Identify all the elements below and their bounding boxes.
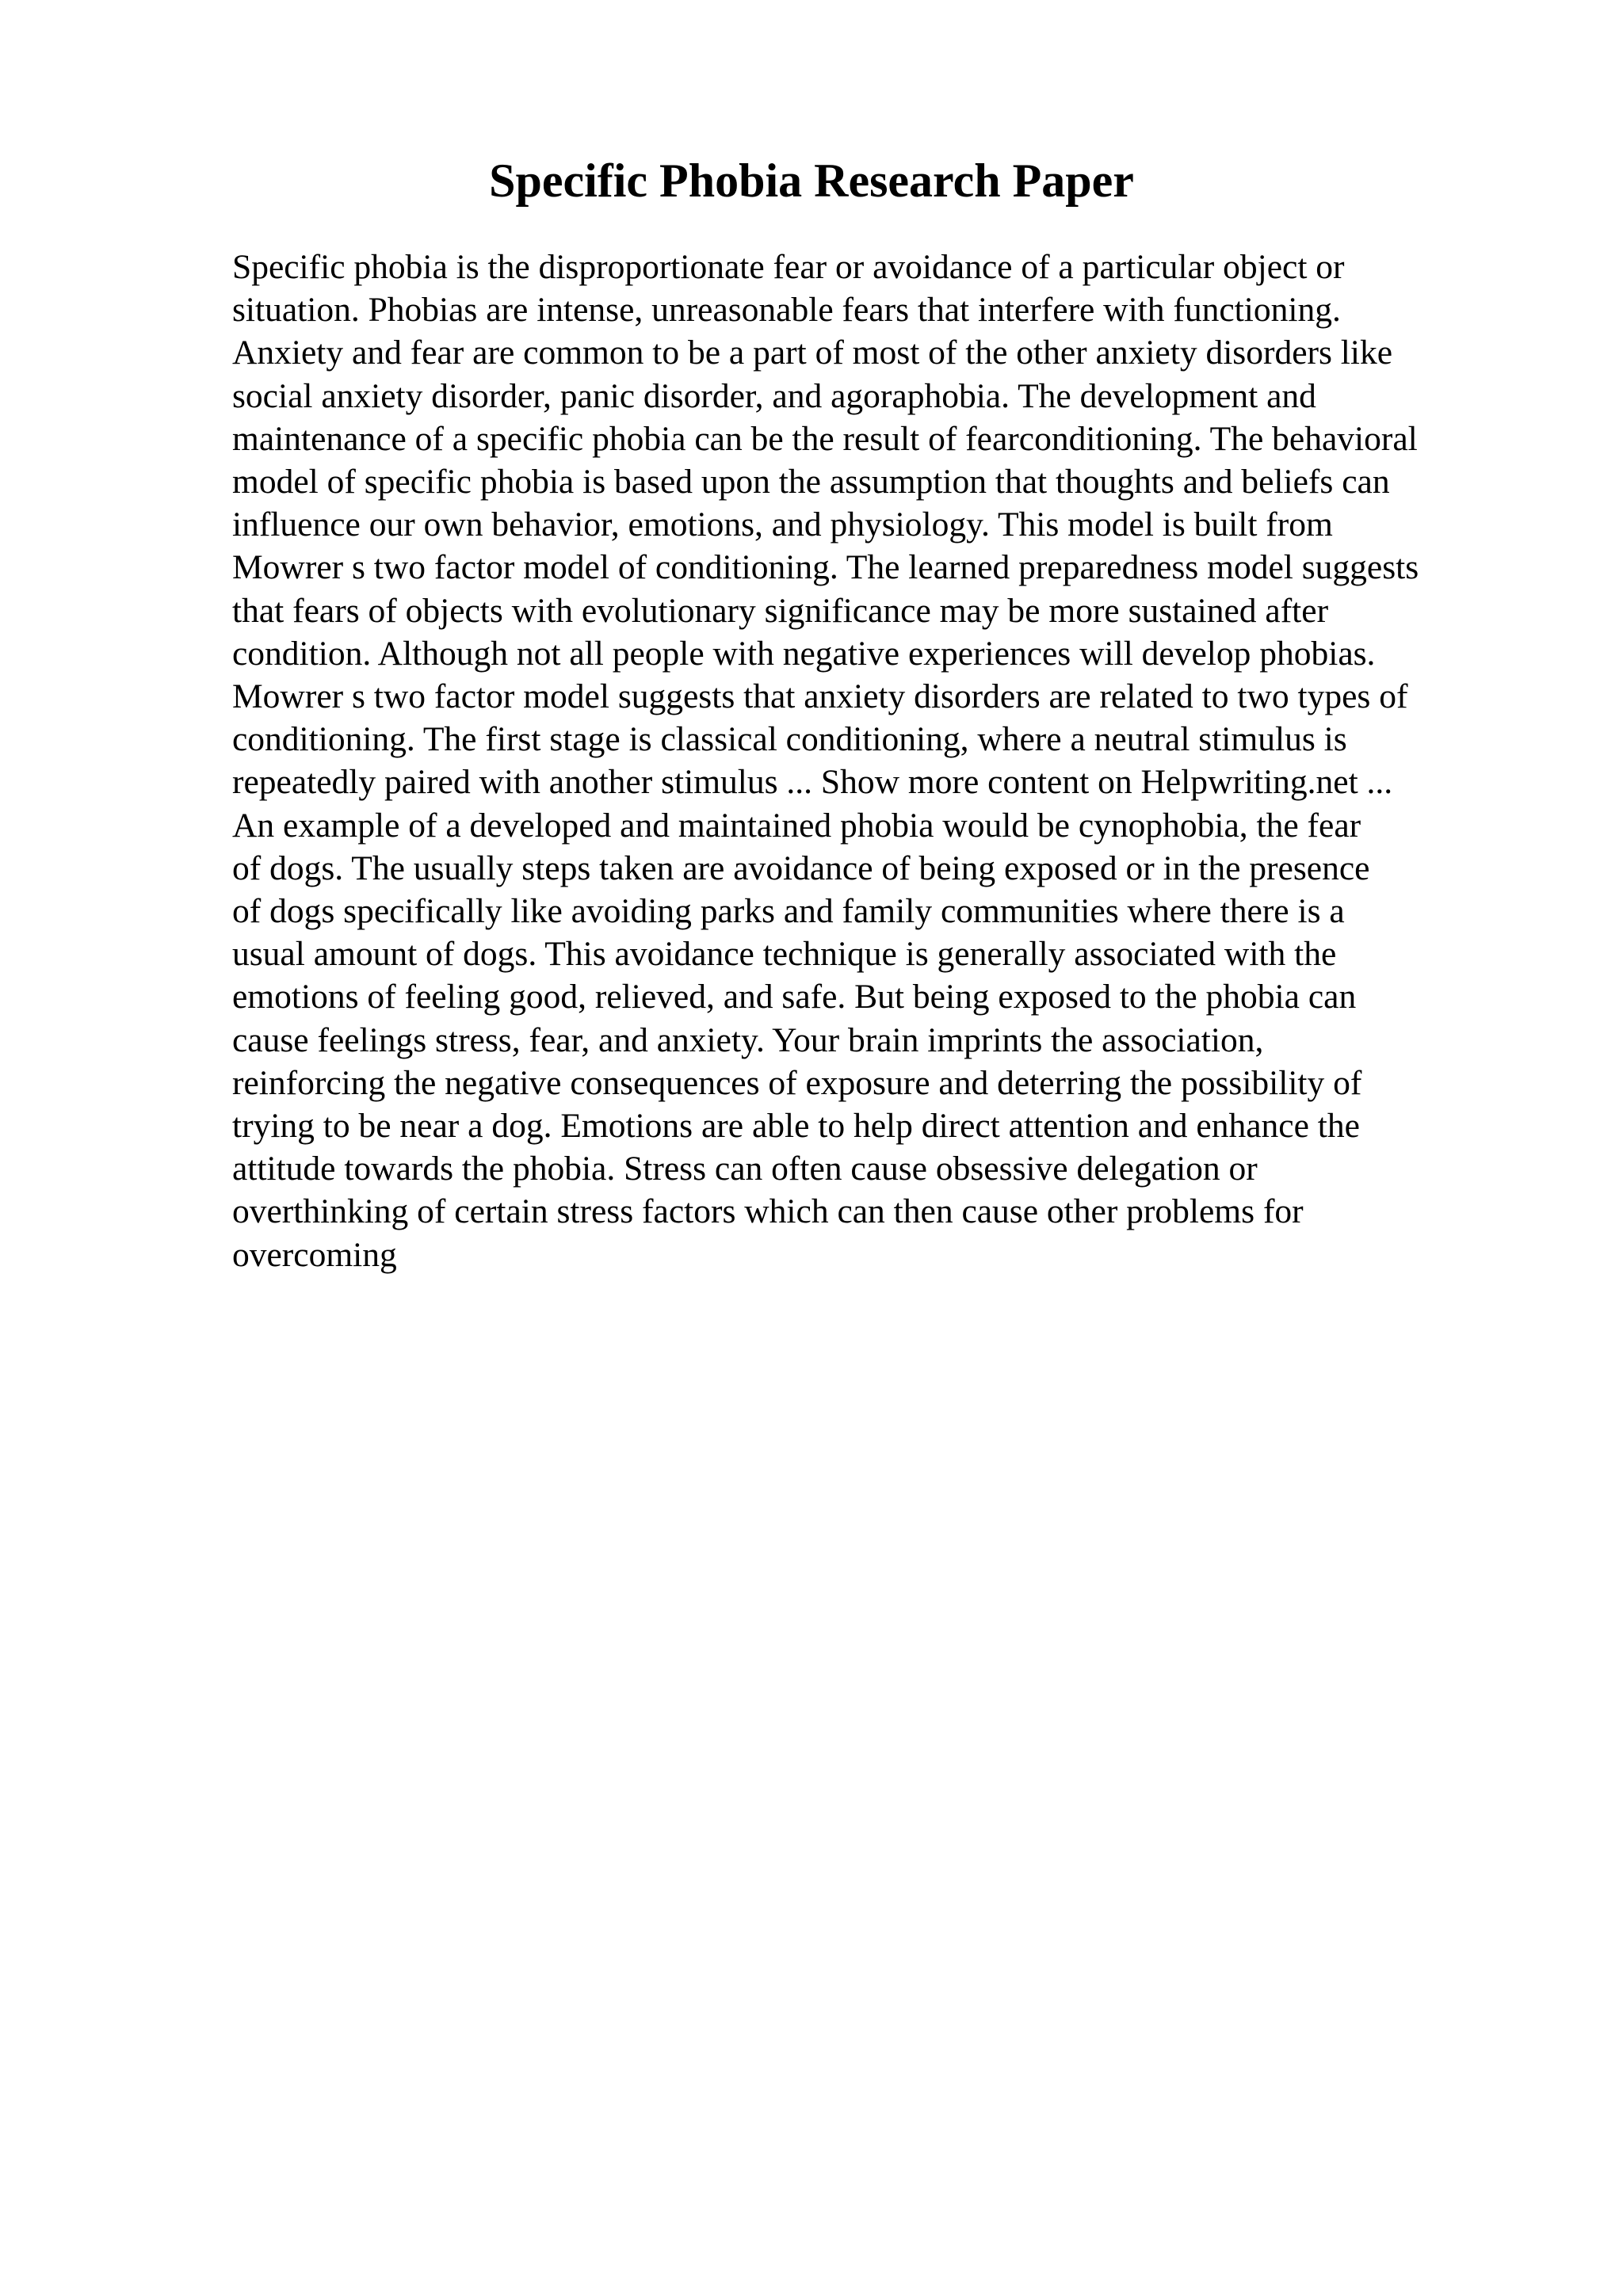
body-line: Anxiety and fear are common to be a part of most of the other anxiety disorders like (232, 334, 1393, 372)
body-line: maintenance of a specific phobia can be the result of fearconditioning. The behavioral (232, 419, 1418, 458)
body-line: influence our own behavior, emotions, and physiology. This model is built from (232, 505, 1333, 544)
body-line: Mowrer s two factor model of conditioning. The learned preparedness model suggests (232, 548, 1419, 587)
body-line: condition. Although not all people with negative experiences will develop phobias. (232, 634, 1376, 673)
body-line: Specific phobia is the disproportionate fear or avoidance of a particular object or (232, 248, 1345, 286)
body-line: reinforcing the negative consequences of exposure and deterring the possibility of (232, 1063, 1362, 1102)
body-line: attitude towards the phobia. Stress can often cause obsessive delegation or (232, 1150, 1258, 1188)
document-body (232, 246, 1532, 1276)
body-line: overthinking of certain stress factors which can then cause other problems for (232, 1192, 1304, 1231)
body-line: model of specific phobia is based upon the assumption that thoughts and beliefs can (232, 463, 1390, 502)
body-line: repeatedly paired with another stimulus ... Show more content on Helpwriting.net ... (232, 763, 1393, 802)
body-line: cause feelings stress, fear, and anxiety. Your brain imprints the association, (232, 1020, 1264, 1059)
body-line: social anxiety disorder, panic disorder, and agoraphobia. The development and (232, 376, 1316, 415)
body-line: situation. Phobias are intense, unreasonable fears that interfere with functioning. (232, 291, 1341, 330)
body-line: conditioning. The first stage is classical conditioning, where a neutral stimulus is (232, 720, 1347, 759)
body-line: trying to be near a dog. Emotions are able to help direct attention and enhance the (232, 1107, 1360, 1146)
document-title: Specific Phobia Research Paper (489, 154, 1134, 207)
body-line: Mowrer s two factor model suggests that anxiety disorders are related to two types of (232, 677, 1408, 716)
body-line: overcoming (232, 1235, 397, 1274)
body-line: usual amount of dogs. This avoidance technique is generally associated with the (232, 935, 1337, 974)
body-line: of dogs. The usually steps taken are avoidance of being exposed or in the presence (232, 849, 1370, 887)
body-line: An example of a developed and maintained phobia would be cynophobia, the fear (232, 806, 1361, 845)
body-line: that fears of objects with evolutionary significance may be more sustained after (232, 591, 1329, 630)
body-line: emotions of feeling good, relieved, and safe. But being exposed to the phobia can (232, 978, 1357, 1016)
body-line: of dogs specifically like avoiding parks and family communities where there is a (232, 892, 1345, 931)
